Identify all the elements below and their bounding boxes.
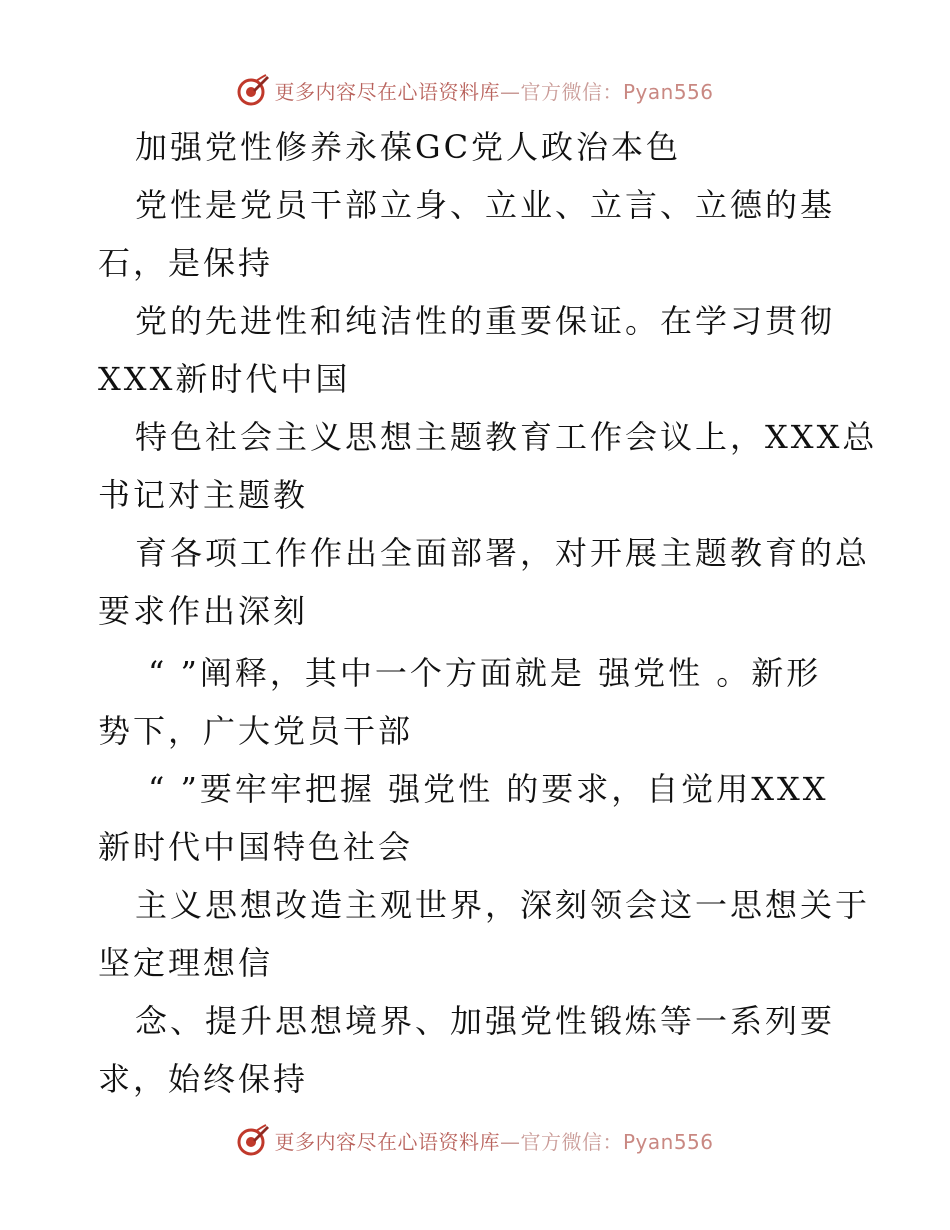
watermark-rest: 官方微信： xyxy=(520,1129,623,1154)
watermark-footer xyxy=(0,1120,950,1160)
text-line: 石，是保持 xyxy=(98,244,274,282)
text-line: 要求作出深刻 xyxy=(98,592,309,630)
text-line: “ ”阐释，其中一个方面就是 强党性 。新形 xyxy=(148,654,822,692)
text-line: 党的先进性和纯洁性的重要保证。在学习贯彻 xyxy=(135,302,836,340)
text-line: 党性是党员干部立身、立业、立言、立德的基 xyxy=(135,186,836,224)
text-line: 求，始终保持 xyxy=(98,1060,309,1098)
text-line: 育各项工作作出全面部署，对开展主题教育的总 xyxy=(135,534,871,572)
watermark-main: 更多内容尽在心语资料库 xyxy=(274,1129,500,1154)
watermark-handle: Pyan556 xyxy=(622,79,714,104)
text-line: XXX新时代中国 xyxy=(98,360,351,398)
text-line: 书记对主题教 xyxy=(98,476,309,514)
document-title: 加强党性修养永葆GC党人政治本色 xyxy=(135,128,682,166)
text-line: 坚定理想信 xyxy=(98,944,274,982)
text-line: “ ”要牢牢把握 强党性 的要求，自觉用XXX xyxy=(148,770,829,808)
watermark-rest: 官方微信： xyxy=(520,79,623,104)
text-line: 特色社会主义思想主题教育工作会议上，XXX总 xyxy=(135,418,878,456)
text-line: 念、提升思想境界、加强党性锻炼等一系列要 xyxy=(135,1002,836,1040)
watermark-text xyxy=(274,1126,713,1155)
watermark-dash: — xyxy=(499,79,521,104)
text-line: 新时代中国特色社会 xyxy=(98,828,414,866)
watermark-dash: — xyxy=(499,1129,521,1154)
text-line: 势下，广大党员干部 xyxy=(98,712,414,750)
watermark-main: 更多内容尽在心语资料库 xyxy=(274,79,500,104)
text-line: 主义思想改造主观世界，深刻领会这一思想关于 xyxy=(135,886,871,924)
watermark-handle: Pyan556 xyxy=(622,1129,714,1154)
pen-logo-icon xyxy=(236,1123,270,1157)
